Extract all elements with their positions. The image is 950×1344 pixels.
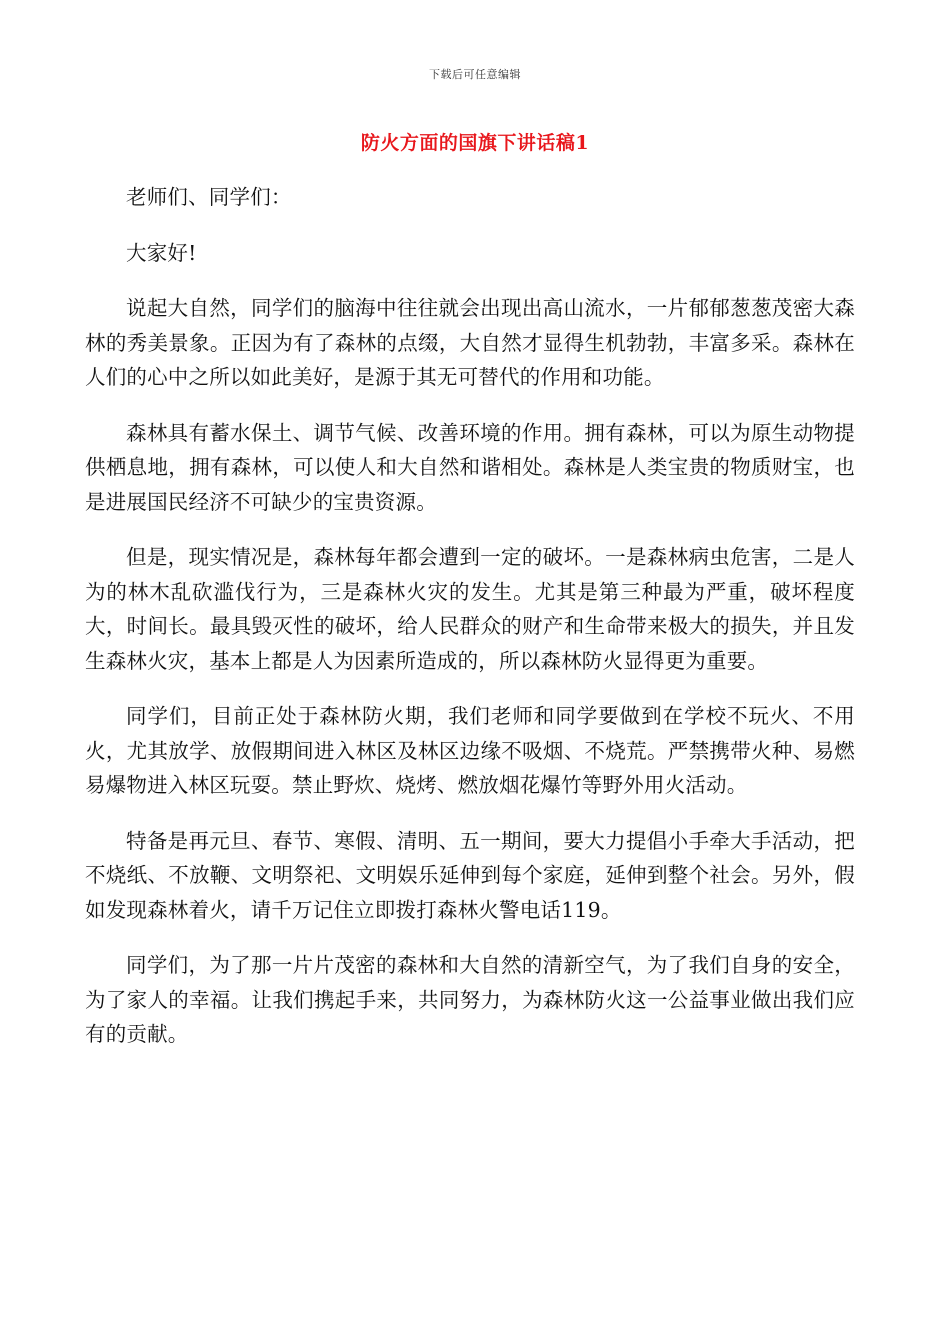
document-body [85,180,855,1052]
paragraph: 但是，现实情况是，森林每年都会遭到一定的破坏。一是森林病虫危害，二是人为的林木乱砍滥伐行为，三是森林火灾的发生。尤其是第三种最为严重，破坏程度大，时间长。最具毁灭性的破坏，给人民群众的财产和生命带来极大的损失，并且发生森林火灾，基本上都是人为因素所造成的，所以森林防火显得更为重要。 [85,545,855,673]
paragraph: 同学们，目前正处于森林防火期，我们老师和同学要做到在学校不玩火、不用火，尤其放学、放假期间进入林区及林区边缘不吸烟、不烧荒。严禁携带火种、易燃易爆物进入林区玩耍。禁止野炊、烧烤、燃放烟花爆竹等野外用火活动。 [85,704,855,797]
paragraph: 说起大自然，同学们的脑海中往往就会出现出高山流水，一片郁郁葱葱茂密大森林的秀美景象。正因为有了森林的点缀，大自然才显得生机勃勃，丰富多采。森林在人们的心中之所以如此美好，是源于其无可替代的作用和功能。 [85,296,855,389]
paragraph: 同学们，为了那一片片茂密的森林和大自然的清新空气，为了我们自身的安全，为了家人的幸福。让我们携起手来，共同努力，为森林防火这一公益事业做出我们应有的贡献。 [85,953,855,1046]
paragraph: 森林具有蓄水保土、调节气候、改善环境的作用。拥有森林，可以为原生动物提供栖息地，拥有森林，可以使人和大自然和谐相处。森林是人类宝贵的物质财宝，也是进展国民经济不可缺少的宝贵资源。 [85,420,855,514]
greeting: 大家好! [126,240,197,265]
salutation: 老师们、同学们： [126,185,292,209]
header-note: 下载后可任意编辑 [429,68,521,81]
document-title: 防火方面的国旗下讲话稿1 [360,132,590,154]
paragraph: 特备是再元旦、春节、寒假、清明、五一期间，要大力提倡小手牵大手活动，把不烧纸、不放鞭、文明祭祀、文明娱乐延伸到每个家庭，延伸到整个社会。另外，假如发现森林着火，请千万记住立即拨打森林火警电话119。 [85,828,855,922]
